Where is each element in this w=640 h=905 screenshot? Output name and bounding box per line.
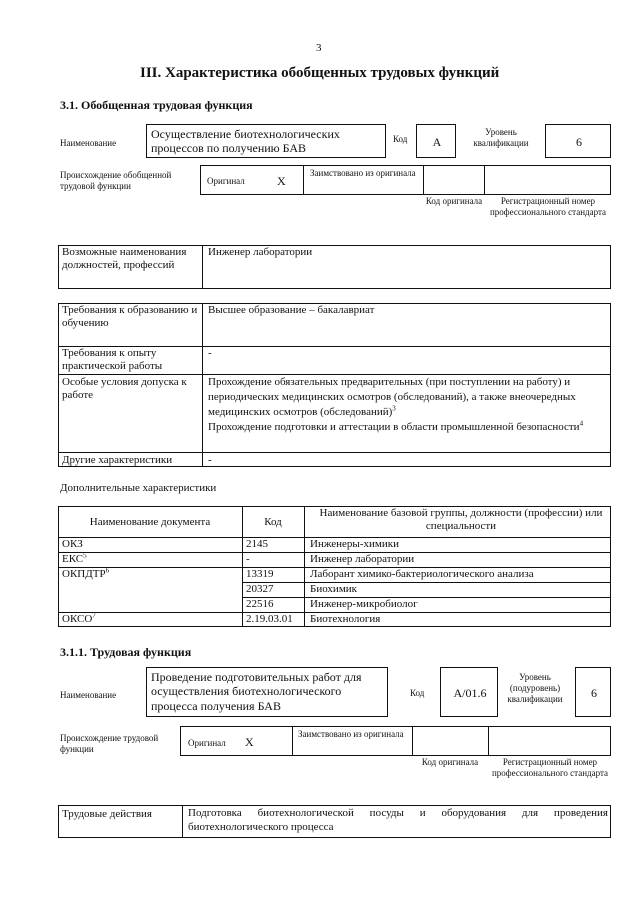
row-name: Биохимик [310,583,358,595]
row-name: Инженер лаборатории [310,553,415,565]
header-code: Код [264,516,282,528]
tf-level-value: 6 [591,686,597,700]
additional-title: Дополнительные характеристики [60,482,217,494]
footnote-5: 5 [83,551,87,560]
footnote-4: 4 [579,418,584,427]
other-label: Другие характеристики [62,454,173,466]
gtf-level-box [545,124,611,158]
row-code: - [246,553,250,565]
other-value: - [208,454,212,466]
tf-borrowed-label: Заимствовано из оригинала [298,729,404,739]
gtf-name-value: Осуществление биотехнологических процессов по получению БАВ [151,127,340,156]
tf-original-label: Оригинал [188,738,226,748]
tf-reg-number-caption: Регистрационный номер профессионального стандарта [491,757,609,778]
row-doc: ОКСО$^7$ [62,611,96,625]
tf-level-label: Уровень (подуровень) квалификации [507,672,563,704]
tf-actions-value: Подготовка биотехнологической посуды и оборудования для проведения биотехнологического процесса [188,807,608,834]
gtf-code-value: А [432,135,442,149]
special-value-2: Прохождение подготовки и аттестации в области промышленной безопасности [208,420,580,433]
row-name: Инженер-микробиолог [310,598,418,610]
tf-code-label: Код [410,688,425,698]
tf-name-value: Проведение подготовительных работ для осуществления биотехнологического процесса получения БАВ [151,670,362,713]
section-title: III. Характеристика обобщенных трудовых функций [140,65,500,81]
gtf-reg-number-caption: Регистрационный номер профессионального стандарта [489,196,607,217]
gtf-origin-label: Происхождение обобщенной трудовой функции [60,170,172,191]
req-edu-label: Требования к образованию и обучению [62,304,198,330]
row-doc: ОКЗ [62,538,83,550]
req-exp-label: Требования к опыту практической работы [62,347,163,373]
gtf-code-box [416,124,456,158]
footnote-3: 3 [392,404,396,413]
tf-origin-label: Происхождение трудовой функции [60,733,159,754]
possible-names-value: Инженер лаборатории [208,246,313,258]
gtf-original-label: Оригинал [207,176,245,186]
tf-name-box [146,667,388,717]
req-edu-value: Высшее образование – бакалавриат [208,304,375,316]
gtf-borrowed-label: Заимствовано из оригинала [310,168,416,178]
possible-names-label: Возможные наименования должностей, профессий [62,246,187,272]
row-doc: ОКПДТР$^6$ [62,566,110,580]
row-code: 13319 [246,568,274,580]
gtf-code-label: Код [393,134,408,144]
header-name: Наименование базовой группы, должности (профессии) или специальности [319,507,603,533]
footnote-7: 7 [92,611,96,620]
tf-title: 3.1.1. Трудовая функция [60,645,192,659]
tf-actions-label: Трудовые действия [62,808,152,820]
tf-code-value: А/01.6 [453,686,487,700]
row-code: 20327 [246,583,274,595]
tf-orig-code-caption: Код оригинала [421,757,479,767]
row-doc: ЕКС$^5$ [62,551,87,565]
tf-code-box [440,667,498,717]
gtf-name-box [146,124,386,158]
gtf-level-label: Уровень квалификации [473,127,529,148]
gtf-level-value: 6 [576,135,582,149]
gtf-original-mark: Х [277,174,286,188]
row-name: Биотехнология [310,613,381,625]
header-doc: Наименование документа [89,516,211,528]
page-number: 3 [316,42,322,54]
tf-name-label: Наименование [60,690,117,700]
row-name: Инженеры-химики [310,538,399,550]
subsection-title: 3.1. Обобщенная трудовая функция [60,98,253,112]
tf-original-mark: Х [245,735,254,749]
gtf-orig-code-caption: Код оригинала [425,196,483,206]
row-code: 2.19.03.01 [246,613,293,625]
row-name: Лаборант химико-бактериологического анализа [310,568,534,580]
gtf-name-label: Наименование [60,138,117,148]
footnote-6: 6 [105,566,110,575]
row-code: 22516 [246,598,274,610]
special-label: Особые условия допуска к работе [62,376,187,402]
row-code: 2145 [246,538,268,550]
special-value-1: Прохождение обязательных предварительных (при поступлении на работу) и периодических медицинских осмотров (обследований), а также внеочередных медицинских осмотров (обследований) [208,376,576,418]
req-exp-value: - [208,347,212,359]
special-value [208,375,608,434]
tf-level-box [575,667,611,717]
